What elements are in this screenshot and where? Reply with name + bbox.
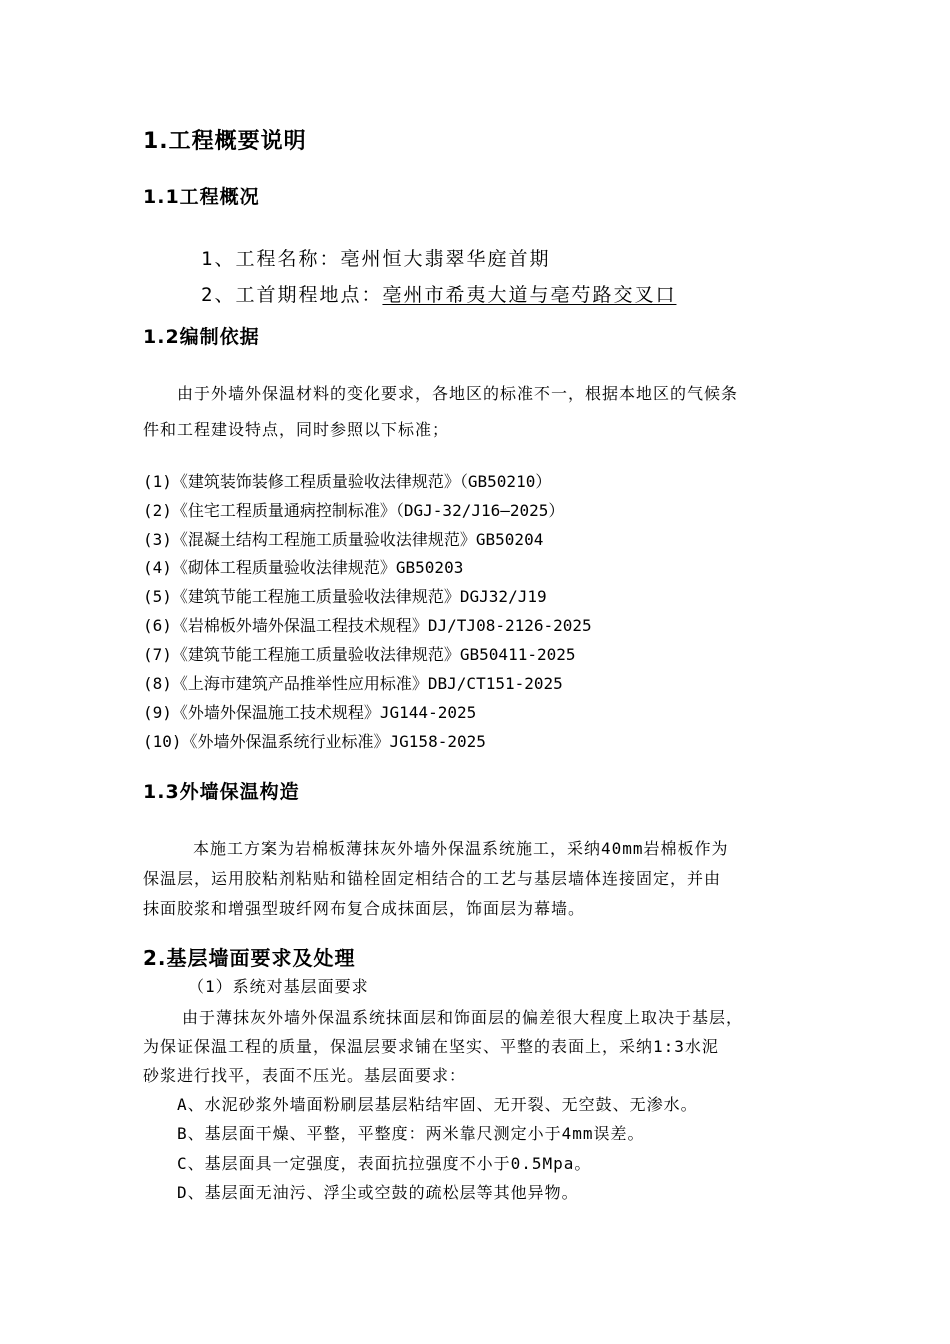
project-name-label: 1、工程名称： (201, 248, 341, 270)
reference-item: (10)《外墙外保温系统行业标准》JG158-2025 (143, 732, 486, 751)
requirements-paragraph-line: 砂浆进行找平，表面不压光。基层面要求： (143, 1066, 467, 1085)
reference-item: (8)《上海市建筑产品推举性应用标准》DBJ/CT151-2025 (143, 674, 563, 693)
section-1-3-title: 1.3外墙保温构造 (143, 781, 300, 803)
reference-item: (6)《岩棉板外墙外保温工程技术规程》DJ/TJ08-2126-2025 (143, 616, 592, 635)
construction-paragraph-line: 保温层，运用胶粘剂粘贴和锚栓固定相结合的工艺与基层墙体连接固定，并由 (143, 869, 722, 888)
project-location-line (201, 280, 676, 307)
basis-paragraph-line: 由于外墙外保温材料的变化要求，各地区的标准不一，根据本地区的气候条 (177, 384, 739, 403)
project-name-line (201, 244, 550, 271)
requirements-paragraph-line: 为保证保温工程的质量，保温层要求铺在坚实、平整的表面上，采纳1:3水泥 (143, 1037, 719, 1056)
subsection-title: （1）系统对基层面要求 (188, 977, 369, 996)
basis-paragraph-line: 件和工程建设特点，同时参照以下标准； (143, 420, 450, 439)
requirement-item: B、基层面干燥、平整，平整度：两米靠尺测定小于4mm误差。 (177, 1124, 645, 1143)
requirements-paragraph-line: 由于薄抹灰外墙外保温系统抹面层和饰面层的偏差很大程度上取决于基层， (182, 1008, 744, 1027)
section-1-title: 1.工程概要说明 (143, 129, 307, 154)
requirement-item: A、水泥砂浆外墙面粉刷层基层粘结牢固、无开裂、无空鼓、无渗水。 (177, 1095, 698, 1114)
reference-item: (1)《建筑装饰装修工程质量验收法律规范》（GB50210） (143, 472, 552, 491)
requirement-item: C、基层面具一定强度，表面抗拉强度不小于0.5Mpa。 (177, 1154, 592, 1173)
construction-paragraph-line: 抹面胶浆和增强型玻纤网布复合成抹面层，饰面层为幕墙。 (143, 899, 586, 918)
construction-paragraph-line: 本施工方案为岩棉板薄抹灰外墙外保温系统施工，采纳40mm岩棉板作为 (193, 839, 729, 858)
requirement-item: D、基层面无油污、浮尘或空鼓的疏松层等其他异物。 (177, 1183, 579, 1202)
reference-item: (9)《外墙外保温施工技术规程》JG144-2025 (143, 703, 477, 722)
project-name-value: 亳州恒大翡翠华庭首期 (340, 248, 551, 270)
section-1-1-title: 1.1工程概况 (143, 186, 260, 208)
reference-item: (7)《建筑节能工程施工质量验收法律规范》GB50411-2025 (143, 645, 576, 664)
project-location-value: 亳州市希夷大道与亳芍路交叉口 (382, 284, 677, 306)
section-1-2-title: 1.2编制依据 (143, 326, 260, 348)
reference-item: (5)《建筑节能工程施工质量验收法律规范》DGJ32/J19 (143, 587, 547, 606)
reference-item: (4)《砌体工程质量验收法律规范》GB50203 (143, 558, 464, 577)
section-2-title: 2.基层墙面要求及处理 (143, 946, 356, 970)
reference-item: (3)《混凝土结构工程施工质量验收法律规范》GB50204 (143, 530, 544, 549)
reference-item: (2)《住宅工程质量通病控制标准》（DGJ-32/J16—2025） (143, 501, 565, 520)
project-location-label: 2、工首期程地点： (201, 284, 383, 306)
